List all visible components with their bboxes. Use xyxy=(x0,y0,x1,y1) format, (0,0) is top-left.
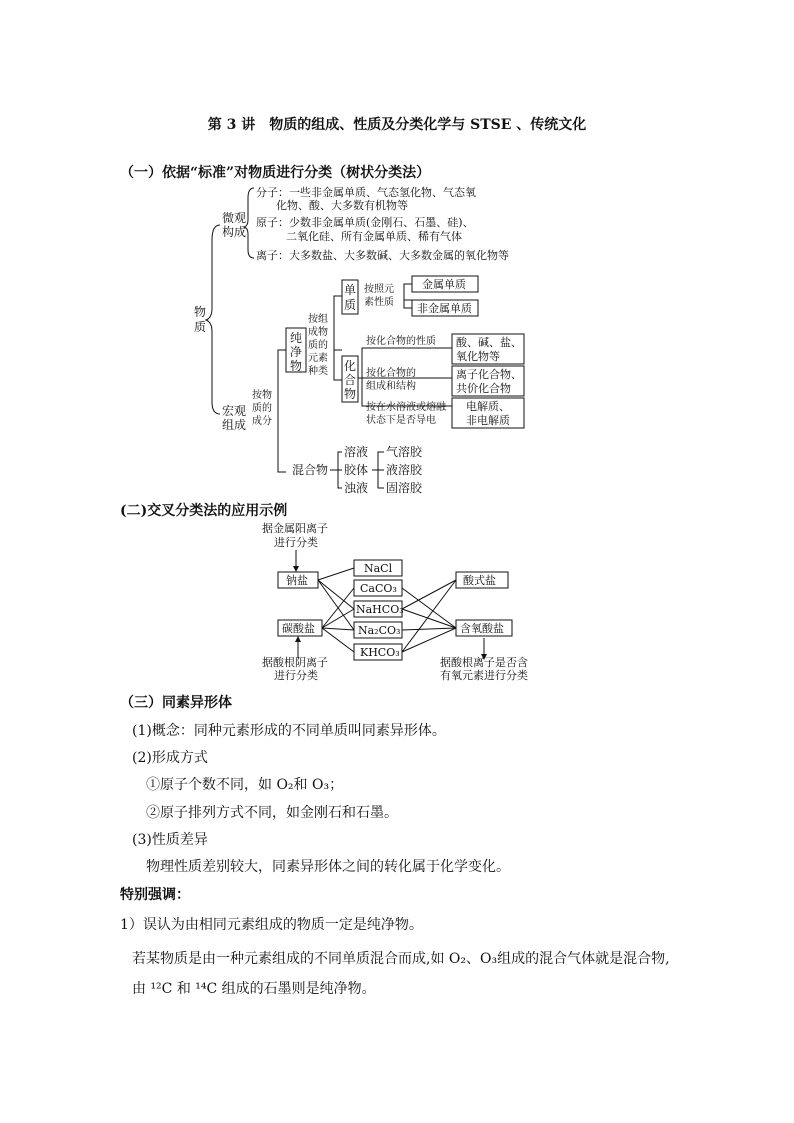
khco3-label: KHCO₃ xyxy=(360,646,400,659)
mixture-branch xyxy=(330,452,342,488)
nonmetal-simple-label: 非金属单质 xyxy=(417,302,472,315)
allotrope-difference-text: 物理性质差别较大，同素异形体之间的转化属于化学变化。 xyxy=(146,859,510,875)
mixture-label: 混合物 xyxy=(292,463,329,477)
macro-label-2: 组成 xyxy=(222,418,247,432)
metal-simple-label: 金属单质 xyxy=(422,278,466,291)
micro-label-2: 构成 xyxy=(222,225,247,239)
root-brace xyxy=(206,225,220,414)
emphasis-point-3: 由 ¹²C 和 ¹⁴C 组成的石墨则是纯净物。 xyxy=(132,981,376,997)
by-structure-2: 组成和结构 xyxy=(366,381,416,392)
bottom-left-1: 据酸根阴离子 xyxy=(262,656,328,669)
electrolyte-1: 电解质、 xyxy=(466,400,510,413)
top-note-2: 进行分类 xyxy=(274,536,318,549)
na2co3-label: Na₂CO₃ xyxy=(358,624,401,637)
solid-sol-label: 固溶胶 xyxy=(386,481,423,495)
by-element-type-1: 按照元 xyxy=(364,284,394,295)
liquid-sol-label: 液溶胶 xyxy=(386,463,423,477)
compound-label-1: 化 xyxy=(344,359,357,373)
cross-lines-right xyxy=(402,580,456,652)
by-composition-3: 成分 xyxy=(252,416,272,427)
bottom-left-arrow-head xyxy=(295,636,301,642)
by-composition-2: 质的 xyxy=(252,403,272,414)
simple-branch xyxy=(404,284,412,308)
by-elements-1: 按组 xyxy=(308,314,328,325)
allotrope-formation-1: ①原子个数不同，如 O₂和 O₃； xyxy=(146,777,344,793)
emphasis-heading: 特别强调： xyxy=(120,887,190,903)
macro-label-1: 宏观 xyxy=(222,404,247,418)
by-conduct-1: 按在水溶液或熔融 xyxy=(366,402,446,413)
bottom-right-1: 据酸根离子是否含 xyxy=(440,656,528,669)
tree-diagram xyxy=(190,180,570,500)
emphasis-point-1: 1）误认为由相同元素组成的物质一定是纯净物。 xyxy=(120,917,423,933)
by-conduct-2: 状态下是否导电 xyxy=(366,415,436,426)
compound-label-2: 合 xyxy=(344,373,357,387)
emphasis-point-2: 若某物质是由一种元素组成的不同单质混合而成,如 O₂、O₃组成的混合气体就是混合物, xyxy=(132,951,670,967)
by-elements-5: 种类 xyxy=(308,366,328,377)
section-heading-tree: （一）依据“标准”对物质进行分类（树状分类法） xyxy=(120,165,431,181)
solution-label: 溶液 xyxy=(344,445,369,459)
allotrope-difference: (3)性质差异 xyxy=(132,832,208,848)
sodium-salt-label: 钠盐 xyxy=(286,574,308,587)
cross-lines-left xyxy=(318,568,354,652)
allotrope-concept: (1)概念：同种元素形成的不同单质叫同素异形体。 xyxy=(132,723,446,739)
section-heading-cross: (二)交叉分类法的应用示例 xyxy=(120,503,288,519)
by-structure-1: 按化合物的 xyxy=(366,368,416,379)
by-elements-2: 成物 xyxy=(308,327,328,338)
colloid-branch xyxy=(372,452,384,488)
pure-label-1: 纯 xyxy=(290,331,303,345)
nacl-label: NaCl xyxy=(364,562,393,575)
acid-base-1: 酸、碱、盐、 xyxy=(456,336,522,349)
tree-root: 物 xyxy=(194,305,207,319)
top-arrow-head xyxy=(293,566,299,572)
colloid-label: 胶体 xyxy=(344,463,369,477)
turbid-label: 浊液 xyxy=(344,481,369,495)
by-elements-4: 元素 xyxy=(308,353,328,364)
ion-line: 离子：大多数盐、大多数碱、大多数金属的氧化物等 xyxy=(256,249,509,262)
atom-line-2: 二氧化硅、所有金属单质、稀有气体 xyxy=(286,230,462,243)
top-note-1: 据金属阳离子 xyxy=(262,522,328,535)
bottom-right-2: 有氧元素进行分类 xyxy=(440,669,528,682)
by-elements-3: 质的 xyxy=(308,340,328,351)
molecule-line-2: 化物、酸、大多数有机物等 xyxy=(276,199,408,212)
pure-label-3: 物 xyxy=(290,359,303,373)
by-property: 按化合物的性质 xyxy=(366,336,436,347)
section-heading-allotrope: （三）同素异形体 xyxy=(120,695,232,711)
acid-salt-label: 酸式盐 xyxy=(463,574,496,587)
ionic-1: 离子化合物、 xyxy=(456,368,522,381)
oxy-salt-label: 含氧酸盐 xyxy=(460,622,504,635)
pure-label-2: 净 xyxy=(290,345,303,359)
carbonate-label: 碳酸盐 xyxy=(282,622,315,635)
tree-root-text: 质 xyxy=(194,320,207,334)
micro-label-1: 微观 xyxy=(222,211,247,225)
allotrope-formation-2: ②原子排列方式不同，如金刚石和石墨。 xyxy=(146,805,398,821)
bottom-left-2: 进行分类 xyxy=(274,669,318,682)
atom-line-1: 原子：少数非金属单质(金刚石、石墨、硅)、 xyxy=(256,216,474,229)
ionic-2: 共价化合物 xyxy=(456,382,511,395)
simple-label-2: 质 xyxy=(344,298,357,312)
macro-branch xyxy=(278,350,286,472)
nahco3-label: NaHCO₃ xyxy=(356,603,404,616)
electrolyte-2: 非电解质 xyxy=(466,414,510,427)
pure-branch xyxy=(334,296,342,380)
caco3-label: CaCO₃ xyxy=(360,582,397,595)
gas-sol-label: 气溶胶 xyxy=(386,445,423,459)
by-composition-1: 按物 xyxy=(252,390,272,401)
acid-base-2: 氧化物等 xyxy=(456,350,500,363)
page-title: 第 3 讲 物质的组成、性质及分类化学与 STSE 、传统文化 xyxy=(207,117,587,133)
molecule-line-1: 分子：一些非金属单质、气态氢化物、气态氧 xyxy=(256,186,476,199)
by-element-type-2: 素性质 xyxy=(364,297,394,308)
cross-diagram xyxy=(250,520,550,682)
compound-label-3: 物 xyxy=(344,387,357,401)
allotrope-formation: (2)形成方式 xyxy=(132,750,208,766)
simple-label-1: 单 xyxy=(344,283,357,297)
